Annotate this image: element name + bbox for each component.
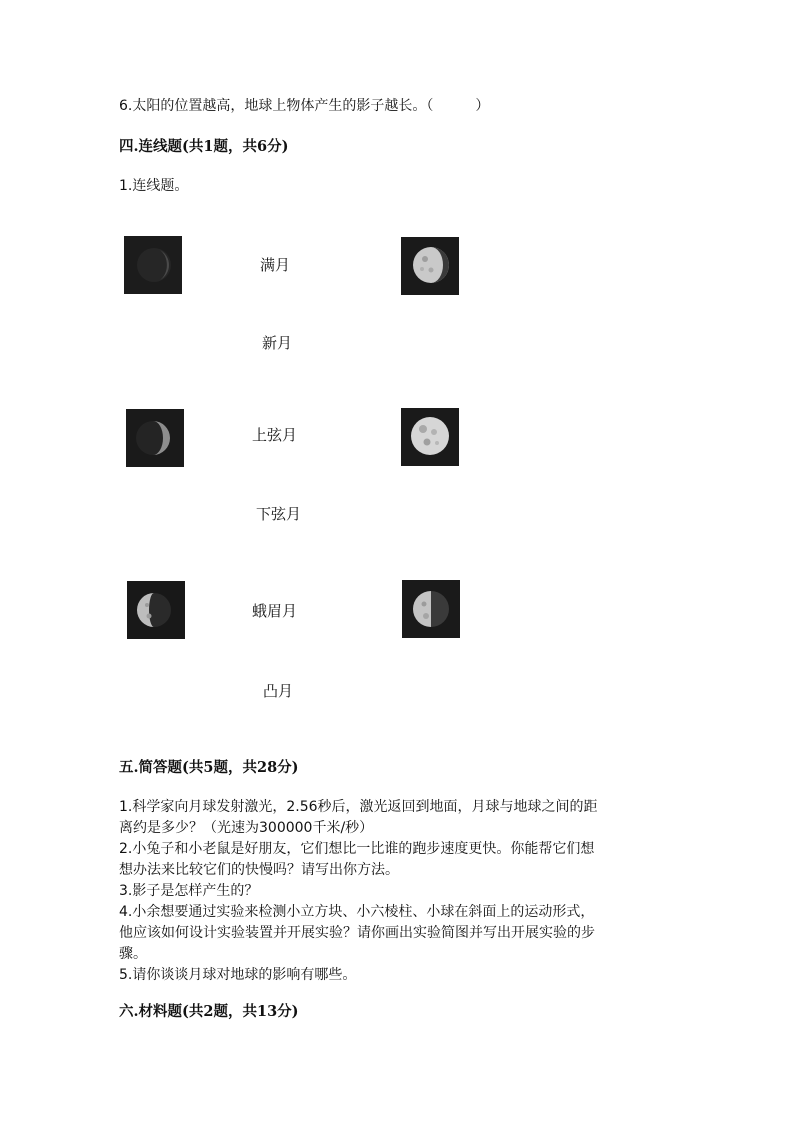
- label-full-moon: 满月: [260, 256, 291, 274]
- section-5-q2-line1: 2.小兔子和小老鼠是好朋友，它们想比一比谁的跑步速度更快。你能帮它们想: [119, 841, 595, 857]
- gibbous-moon-image: [401, 237, 459, 295]
- label-last-quarter: 下弦月: [256, 505, 302, 523]
- section-5-q1-line2: 离约是多少？（光速为300000千米/秒）: [119, 820, 374, 836]
- question-6: 6.太阳的位置越高，地球上物体产生的影子越长。（ ）: [119, 98, 490, 114]
- section-5-q5: 5.请你谈谈月球对地球的影响有哪些。: [119, 967, 357, 983]
- section-5-q2-line2: 想办法来比较它们的快慢吗？请写出你方法。: [119, 862, 399, 878]
- section-4-title: 四.连线题(共1题，共6分): [119, 138, 289, 155]
- section-6-title: 六.材料题(共2题，共13分): [119, 1003, 299, 1020]
- label-first-quarter: 上弦月: [252, 426, 298, 444]
- new-moon-image: [124, 236, 182, 294]
- label-new-moon: 新月: [262, 334, 293, 352]
- section-5-q3: 3.影子是怎样产生的？: [119, 883, 259, 899]
- section-5-q4-line1: 4.小余想要通过实验来检测小立方块、小六棱柱、小球在斜面上的运动形式，: [119, 904, 595, 920]
- waxing-crescent-moon-image: [126, 409, 184, 467]
- section-5-title: 五.简答题(共5题，共28分): [119, 759, 299, 776]
- section-5-questions: [119, 797, 679, 986]
- section-5-q4-line3: 骤。: [119, 946, 147, 962]
- section-5-q1-line1: 1.科学家向月球发射激光，2.56秒后，激光返回到地面，月球与地球之间的距: [119, 799, 598, 815]
- section-5-q4-line2: 他应该如何设计实验装置并开展实验？请你画出实验简图并写出开展实验的步: [119, 925, 595, 941]
- label-crescent: 蛾眉月: [252, 602, 298, 620]
- half-moon-image: [402, 580, 460, 638]
- section-4-question-1: 1.连线题。: [119, 178, 189, 194]
- crescent-moon-image: [127, 581, 185, 639]
- full-moon-image: [401, 408, 459, 466]
- label-gibbous: 凸月: [263, 682, 294, 700]
